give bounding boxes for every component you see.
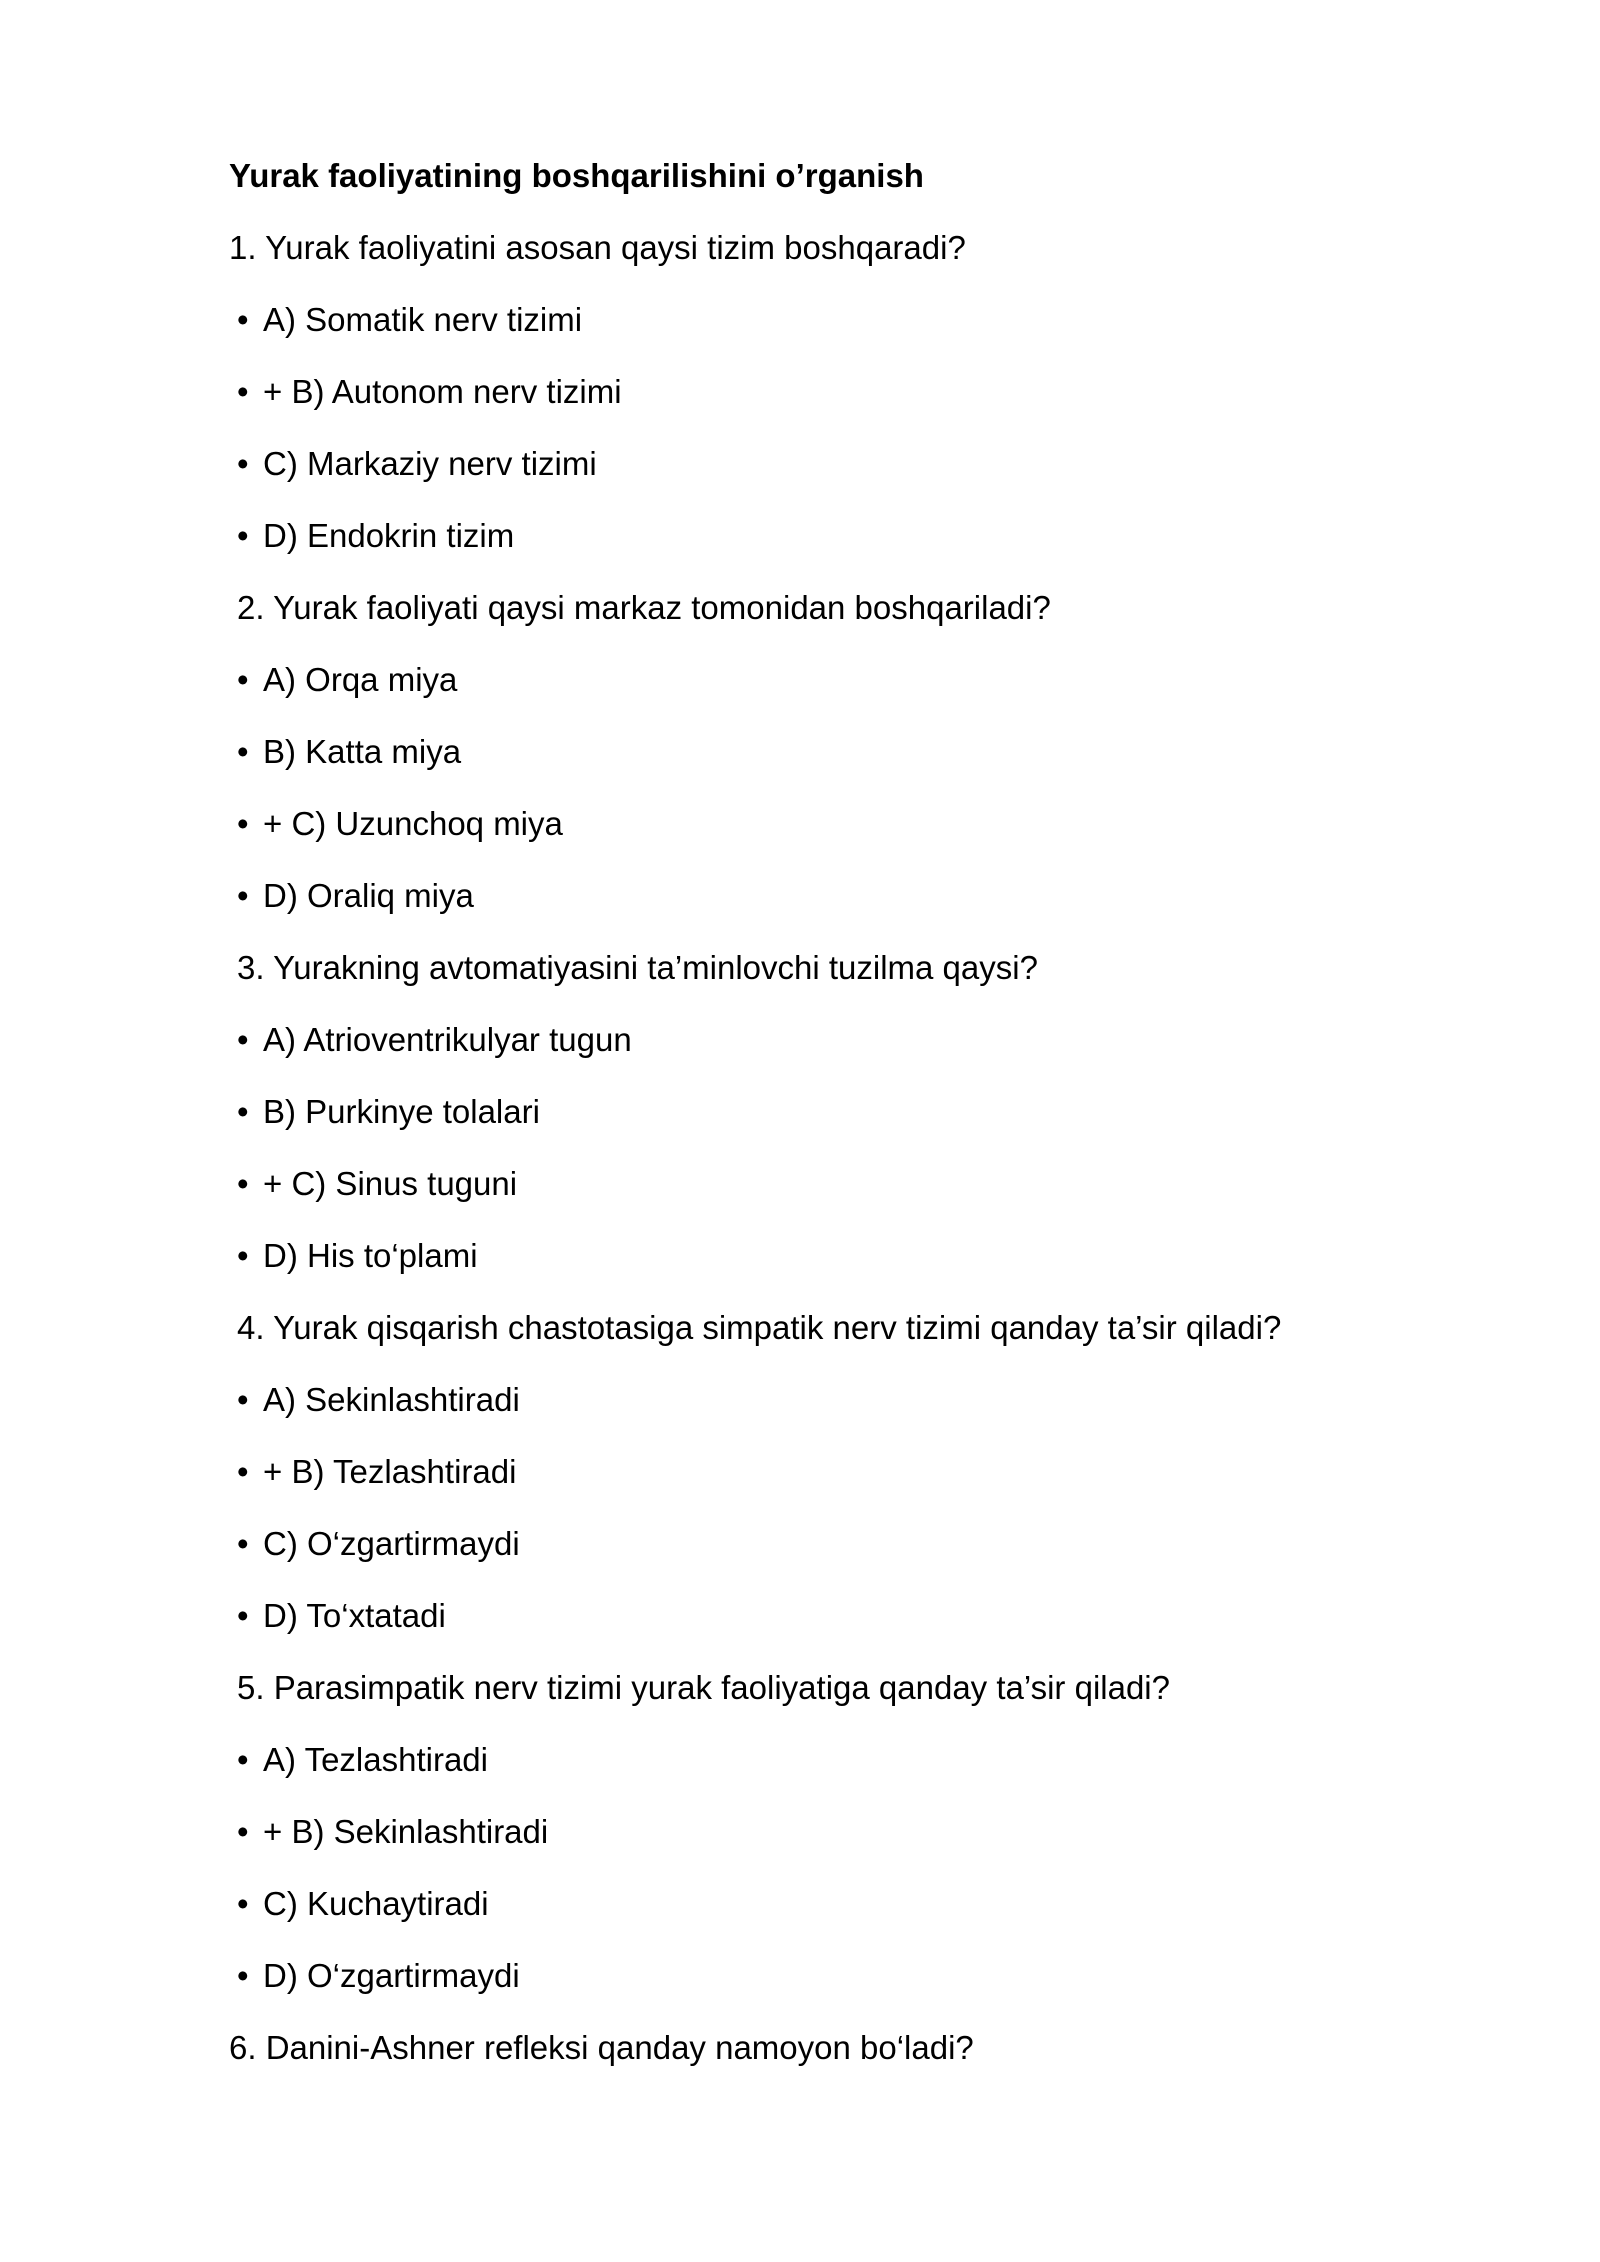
option-1c [237, 440, 597, 488]
bullet-icon: • [237, 733, 249, 770]
bullet-icon: • [237, 1741, 249, 1778]
option-text: D) His to‘plami [263, 1237, 478, 1274]
option-text: + B) Sekinlashtiradi [263, 1813, 549, 1850]
option-2c [237, 800, 563, 848]
bullet-icon: • [237, 1813, 249, 1850]
option-text: D) Endokrin tizim [263, 517, 515, 554]
question-5: 5. Parasimpatik nerv tizimi yurak faoliyatiga qanday ta’sir qiladi? [237, 1669, 1170, 1706]
option-4d [237, 1592, 446, 1640]
option-text: A) Sekinlashtiradi [263, 1381, 520, 1418]
option-text: + B) Tezlashtiradi [263, 1453, 517, 1490]
option-text: B) Katta miya [263, 733, 462, 770]
bullet-icon: • [237, 805, 249, 842]
option-text: D) O‘zgartirmaydi [263, 1957, 520, 1994]
bullet-icon: • [237, 877, 249, 914]
option-1b [237, 368, 622, 416]
option-1d [237, 512, 514, 560]
option-3b [237, 1088, 540, 1136]
option-2b [237, 728, 461, 776]
option-text: C) O‘zgartirmaydi [263, 1525, 520, 1562]
option-text: + C) Uzunchoq miya [263, 805, 563, 842]
bullet-icon: • [237, 1525, 249, 1562]
option-text: D) To‘xtatadi [263, 1597, 446, 1634]
option-4b [237, 1448, 516, 1496]
option-4c [237, 1520, 520, 1568]
bullet-icon: • [237, 1093, 249, 1130]
option-text: + C) Sinus tuguni [263, 1165, 518, 1202]
option-text: C) Kuchaytiradi [263, 1885, 489, 1922]
option-text: A) Somatik nerv tizimi [263, 301, 583, 338]
bullet-icon: • [237, 1957, 249, 1994]
option-2d [237, 872, 474, 920]
bullet-icon: • [237, 1021, 249, 1058]
option-4a [237, 1376, 520, 1424]
option-text: + B) Autonom nerv tizimi [263, 373, 622, 410]
question-6: 6. Danini-Ashner refleksi qanday namoyon bo‘ladi? [229, 2029, 974, 2066]
option-3c [237, 1160, 517, 1208]
bullet-icon: • [237, 661, 249, 698]
bullet-icon: • [237, 1165, 249, 1202]
bullet-icon: • [237, 1597, 249, 1634]
option-5a [237, 1736, 488, 1784]
option-5d [237, 1952, 520, 2000]
option-text: B) Purkinye tolalari [263, 1093, 540, 1130]
option-text: C) Markaziy nerv tizimi [263, 445, 597, 482]
option-text: A) Atrioventrikulyar tugun [263, 1021, 632, 1058]
option-text: A) Orqa miya [263, 661, 458, 698]
bullet-icon: • [237, 1381, 249, 1418]
bullet-icon: • [237, 1237, 249, 1274]
option-2a [237, 656, 457, 704]
document-title: Yurak faoliyatining boshqarilishini o’rganish [229, 157, 924, 194]
question-1: 1. Yurak faoliyatini asosan qaysi tizim boshqaradi? [229, 229, 966, 266]
bullet-icon: • [237, 1453, 249, 1490]
option-text: D) Oraliq miya [263, 877, 474, 914]
question-2: 2. Yurak faoliyati qaysi markaz tomonidan boshqariladi? [237, 589, 1051, 626]
question-3: 3. Yurakning avtomatiyasini ta’minlovchi tuzilma qaysi? [237, 949, 1038, 986]
option-3d [237, 1232, 478, 1280]
bullet-icon: • [237, 373, 249, 410]
option-3a [237, 1016, 632, 1064]
option-text: A) Tezlashtiradi [263, 1741, 488, 1778]
option-5c [237, 1880, 489, 1928]
option-1a [237, 296, 582, 344]
bullet-icon: • [237, 517, 249, 554]
question-4: 4. Yurak qisqarish chastotasiga simpatik nerv tizimi qanday ta’sir qiladi? [237, 1309, 1282, 1346]
bullet-icon: • [237, 301, 249, 338]
option-5b [237, 1808, 548, 1856]
bullet-icon: • [237, 445, 249, 482]
bullet-icon: • [237, 1885, 249, 1922]
